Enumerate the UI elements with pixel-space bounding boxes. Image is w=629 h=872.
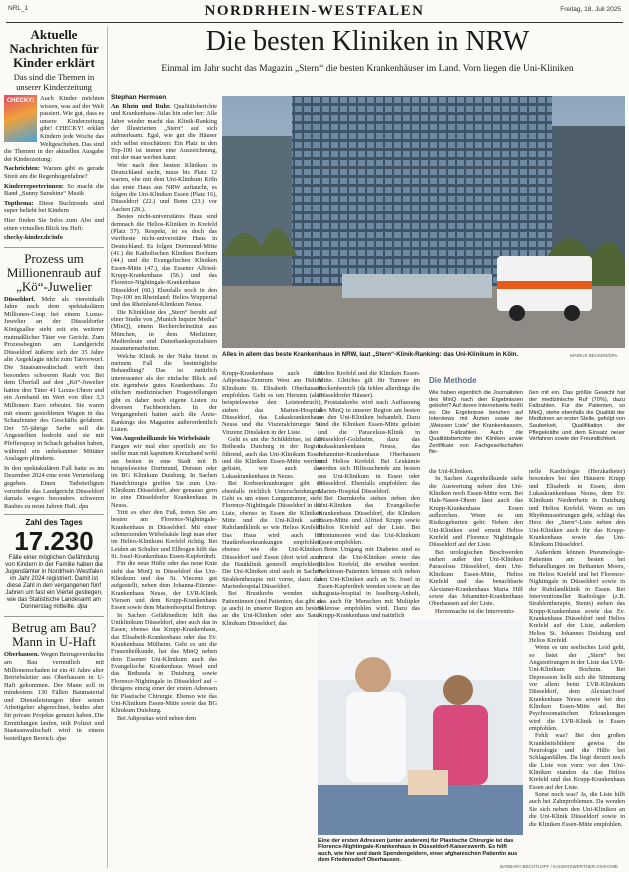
kids-news-headline: Aktuelle Nachrichten für Kinder erklärt <box>9 27 99 70</box>
method-box-text-b: ßen mit ein. Das größte Gewicht hat der medizinische Ruf (70%), dazu Fallzahlen. Für die Patienten, so MinQ, stehe ebenfalls die Qualität der Medizinen an erster Stelle, gefolgt von Sauberkeit, Qualifikation der Pflegekräfte und dem Einsatz neuer Verfahren sowie der Freundlichkeit. <box>529 390 625 443</box>
article-column-2 <box>222 370 322 627</box>
number-of-day-value: 17.230 <box>14 526 94 557</box>
issue-date: Freitag, 18. Juli 2025 <box>560 6 621 13</box>
col1-para: In Sachen Gefäßmedizin hilft das Uniklinikum Düsseldorf, aber auch das in Essen, ebenso das Krupp-Krankenhaus, das Elisabeth-Krankenhaus oder das Ev. Krankenhaus Mülheim. Geht es um die Frauenheilkunde, hat das MinQ neben dem Essener Uni-Klinikum auch das Evangelische Krankenhaus Wesel und das Bethesda in Duisburg sowie Florence-Nightingale in Düsseldorf auf – übrigens einzig einer der ersten Adressen für Plastische Chirurgie. Ebenso wie das Uni-Klinikum Essen-Mitte sowie das BG Klinikum Duisburg. <box>111 611 217 715</box>
col3-para: Bei Darmkrebs stehen neben den Uni-Kliniken das Evangelische Krankenhaus Düsseldorf, die Kliniken Essen-Mitte und Alfried Krupp sowie Helios Krefeld auf der Liste. Bei Hirntumoren wird das Uni-Klinikum Essen empfohlen. <box>318 494 420 546</box>
col5-para: Außerdem können Pneumologie-Patienten am besten bei Behandlungen im Bethanien Moers, im Helios Krefeld und bei Florence-Nightingale in Düsseldorf sowie in der Ruhrlandklinik in Essen. Bei Interventioneller Radiologie (z.B. Strahlentherapie, Stents) stehen das Krupp-Krankenhaus sowie das Ev. Krankenhaus Düsseldorf und Helios Krefeld auf der Liste, außerdem Helios St. Johannes Duisburg und Helios Krefeld. <box>529 548 625 644</box>
col1-para: Bei Adipositas wird neben dem <box>117 714 197 722</box>
kids-intro: Auch Kinder möchten wissen, was auf der Welt passiert. Wie gut, dass es unsere Kinderzeitung gibt! CHECKY! erklärt Kindern jede Woche das Weltgeschehen. Das sind die Themen in der aktuellen Ausgabe der Kinderzeitung: <box>4 95 104 163</box>
page-code: NRL_1 <box>8 5 29 12</box>
robbery-headline: Prozess um Millionenraub auf „Kö“-Juwelier <box>4 247 104 294</box>
clinic-illustration <box>318 620 523 835</box>
page-header <box>0 0 629 22</box>
col4-para: Bei urologischen Beschwerden stehen außer den Uni-Kliniken Paracelsus Düsseldorf, dem Uni-Klinikum Essen-Mitte, Helios Krefeld und das benachbarte Alexianer-Krankenhaus Maria Hilf sowie das Johanniter-Krankenhaus Oberhausen auf der Liste. <box>429 548 523 608</box>
article-column-4 <box>429 468 523 615</box>
fraud-headline: Betrug am Bau? Mann in U-Haft <box>4 616 104 649</box>
number-of-day-text: Fälle einer möglichen Gefährdung von Kindern in der Familie haben die Jugendämter in Nordrhein-Westfalen im Jahr 2024 registriert. Damit ist diese Zahl in den vergangenen fünf Jahren um fast ein Viertel gestiegen, wie das Statistische Landesamt am Donnerstag mitteilte. dpa <box>5 555 103 611</box>
article-column-3 <box>318 370 420 620</box>
kids-item-1: Nachrichten: Warum gibt es gerade Streit um die Regenbogenfahne? <box>4 165 104 180</box>
col1-para: Die Klinikliste des „Stern“ beruht auf einer Studie von „Munich Inquire Media“ (MinQ), einem Rechercheinstitut aus München, in dem Mediziner, Medienleute und Datenbankspezialisten zusammenarbeiten. <box>111 308 217 353</box>
section-title: NORDRHEIN-WESTFALEN <box>204 3 425 19</box>
hospital-photo <box>222 96 625 348</box>
method-box-text-a: Wie haben eigentlich die Journalisten des MinQ nach den Ergebnissen gebohrt? Auf deren Internetseite heißt es: Die Ergebnisse beruhen auf Interviews mit Ärzten sowie der „Weissen Liste“ der Krankenkassen, den Fallzahlen. Auch die Qualitätsberichte der Kliniken sowie Zertifikate von Fachgesellschaften flie- <box>429 390 523 456</box>
col5-para: Fehlt was? Bei den großen Krankheitsbildern gewiss die Neurologie und die Hilfe bei Schlaganfällen. Da liegt derzeit noch die Liste von vorn: vor den Uni-Kliniken standen da das Helios Krefeld und das Krupp-Krankenhaus Essen auf der Liste. <box>529 732 625 791</box>
kids-news-subhead: Das sind die Themen in unserer Kinderzeitung <box>13 72 95 92</box>
photo2-caption: Eine der ersten Adressen (unter anderem) für Plastische Chirurgie ist das Florence-Nightingale-Krankenhaus in Düsseldorf-Kaiserswerth. Es hilft auch, wie hier und dank Spendengeldern, einer afghanischen Patientin aus dem Friedensdorf Oberhausen. <box>318 838 518 864</box>
col2-para: Bei Krebserkrankungen gibt es ebenfalls reichlich Unterscheidungen. Geht es um einen Lungentumor, steht Florence-Nightingale Düsseldorf in der Liste, ebenso in Essen die Kliniken Mitte und die Uni-Klinik samt Ruhrlandklinik so wie Helios Krefeld. Das Haus wird auch für Hautkrebserkrankungen empfohlen, ebenso wie die Uni-Kliniken Düsseldorf und Essen (dort wird auch die Hautklinik generell empfohlen). Die Uni-Kliniken sind auch in Sachen Strahlentherapie mit vorne, dazu das Marienhospital Düsseldorf. <box>222 480 322 590</box>
col4-para: die Uni-Kliniken. <box>429 468 474 475</box>
kids-item-2: Kinderreporterinnen: So macht die Band „Sunny Sunshine“ Musik <box>4 182 104 198</box>
article-headline: Die besten Kliniken in NRW <box>205 26 530 57</box>
robbery-text-2: In den spektakulären Fall hatte es im Dezember 2024 eine erste Verurteilung gegeben. Einen Tatbeteiligten verurteilte das Landgericht Düsseldorf damals wegen besonders schweren Raubes zu neun Jahren Haft. dpa <box>4 464 104 510</box>
col4-para: In Sachen Augenheilkunde sieht die Auswertung neben den Uni-Kliniken noch Essen-Mitte vorn. Bei Hals-Nasen-Ohren lässt auch das Krupp-Krankenhaus Essen aufhorchen. Wenn es um Risikogeburten geht: Neben den Uni-Kliniken sind erneut Helios Krefeld und Florence Nightingale Düsseldorf auf der Liste. <box>429 475 523 549</box>
photo2-credit: BARBARA BECHTLOFF / KAISERSWERTHER DIAKONIE <box>500 864 618 869</box>
hospital-illustration <box>222 96 625 348</box>
kids-abo-text: Hier finden Sie Infos zum Abo und einen virtuellen Blick ins Heft: <box>4 216 104 232</box>
col1-para: An Rhein und Ruhr. Qualitätsberichte und Krankenhaus-Atlas hin oder her: Alle Jahre wieder macht das Klinik-Ranking der Illustrierten „Stern“ auf sich aufmerksam. Egal, wie gut die Häuser sich selbst einschätzen: Ein Platz in den Top-100 ist immer eine Auszeichnung, mit der man werben kann. <box>111 103 217 162</box>
number-of-day-label: Zahl des Tages <box>4 514 104 527</box>
col5-para: Wenn es um seelisches Leid geht, so listet der „Stern“ bei Angststörungen in der Liste das LVR-Uni-Klinikum Bochum. Bei Depression hellt sich die Stimmung vor allem beim LVR-Klinikum Düsseldorf, dem Alexian/Josef Krankenhaus Neuss sowie bei den Kliniken Essen-Mitte auf. Bei Psychosomatischen Erkrankungen wird die LVR-Klinik in Essen empfohlen. <box>529 644 625 733</box>
article-subhead: Einmal im Jahr sucht das Magazin „Stern“ die besten Krankenhäuser im Land. Vorn liegen die Uni-Kliniken <box>161 64 574 74</box>
col3-para: Prostatakrebs wird nach Auffassung des MinQ in unserer Region am besten an den Uni-Kliniken behandelt. Dazu sind die Kliniken Essen-Mitte gelistet und die Paracelsus-Klinik in Düsseldorf-Golzheim, dazu das Lukaskrankenhaus Neuss, das Johanniter-Krankenhaus Oberhausen und Helios Krefeld. Bei Leukämie werden sich Hilfesuchende am besten ans Uni-Klinikum in Essen oder Düsseldorf. Ebenfalls empfohlen: das Marien-Hospital Düsseldorf. <box>318 399 420 495</box>
kids-item-3: Topthema: Diese Buchtrends sind super beliebt bei Kindern <box>4 199 104 215</box>
col2-para: Krupp-Krankenhaus auch das Adipositas-Zentrum West am Helios Klinikum St. Elisabeth Oberhausen empfohlen. Geht es um Hernien (also beispielsweise den Leistenbruch), stehen das Marien-Hospital Düsseldorf, das Lukaskrankenhaus Neuss und die Viszeralchirurgie St. Vinzenz Dinslaken in der Liste. <box>222 370 322 436</box>
col3-para: Helios Krefeld und die Kliniken Essen-Mitte. Gleiches gilt für Tumore im Beckenbereich (da fehlen allerdings die Düsseldorfer Häuser). <box>318 370 420 400</box>
fraud-text: Oberhausen. Wegen Betrugsverdachts am Bau vermutlich mit Millionenschaden ist ein 41 Jahre alter Betriebsleiter aus Oberhausen in U-Haft gekommen. Der Mann soll in mindestens 130 Fällen Baumaterial und Dienstleistungen über seinen Arbeitgeber abgerechnet, beides aber für private Projekte genutzt haben. Die Ermittlungen laufen, teilt Polizei und Staatsanwaltschaft wird in einem besteiligen Bereich. dpa <box>4 651 105 742</box>
article-column-5 <box>529 468 625 828</box>
col5-para: nelle Kardiologie (Herzkatheter) besonders bei den Häusern Krupp und Elisabeth in Essen, dem Lukaskrankenhaus Neuss, dem Ev. Klinikum Niederrhein in Duisburg und Helios Krefeld. Wenn es um Rhythmusstörungen geht, schlägt das Herz der „Stern“-Liste neben den Uni-Kliniken auch für das Krupp-Krankenhaus sowie das Uni-Klinikum Düsseldorf. <box>529 468 625 549</box>
article-author: Stephan Hermsen <box>111 94 167 101</box>
col1-para: Für die neue Hüfte oder das neue Knie sieht das MinQ in Düsseldorf das Uni-Klinikum und das St. Vincenz gut aufgestellt, neben dem Johanna-Etienne-Krankenhaus Neuss, der LVR-Klinik Viersen und dem Krupp-Krankenhaus Essen sowie dem Marienhospital Bottrop. <box>111 560 217 612</box>
col3-para: Beim Umgang mit Diabetes sind es erneut die Uni-Kliniken sowie das Helios Krefeld, die erwähnt werden. Parkinson-Patienten können sich neben den Uni-Kliniken auch an St. Josef in Essen-Kupferdreh wenden sowie an das Augusta-hospital in Isselburg-Anholt, das auch für Menschen mit Multipler Sklerose empfohlen wird. Dazu das Krupp-Krankenhaus und natürlich <box>318 546 420 620</box>
checky-logo-label: CHECKY! <box>6 98 35 104</box>
col1-para: Tritt es eher den Fuß, treten Sie am besten am Florence-Nightingale-Krankenhaus in Düsseldorf. Mit einer schmerzenden Wirbelsäule liegt man eher im Helios-Klinikum Krefeld richtig. Bei Leiden an Schulter und Ellbogen hilft das St. Josef-Krankenhaus Essen-Kupferdreh. <box>111 508 217 560</box>
column-divider <box>107 26 108 868</box>
robbery-text-1: Düsseldorf. Mehr als viereinhalb Jahre nach dem spektakulären Millionen-Coup bei einem Luxus-Juwelier an der Düsseldorfer Königsallee steht zeit ein weiterer mutmaßlicher Täter vor Gericht. Zum Prozessbeginn am Landgericht Düsseldorf äußerte sich der 35 Jahre alte Angeklagte nicht zum Tatvorwurf. Die Staatsanwaltschaft wirft ihm besonders schweren Raub vor. Bei dem Überfall auf den „Kö“-Juwelier hatten drei Täter 41 Luxus-Uhren und ein Armband im Wert von über 3,3 Millionen Euro erbeutet. Sie waren mit einem gestohlenen Wagen in das Schaufenster des Geschäfts gefahren. Der 55-jährige Serbe soll die Angestellten bedroht und sie mit Pfefferspray in Schach gehalten haben, während ein unbekannter Mittäter Auslagen plünderte. <box>4 295 104 463</box>
left-column <box>4 28 104 744</box>
col4-para: Herzensache ist die Interventio- <box>435 607 516 615</box>
photo1-credit: MARIUS BECKER/DPA <box>570 353 618 358</box>
method-box-title: Die Methode <box>429 376 477 385</box>
col1-subheading: Von Augenheilkunde bis Wirbelsäule <box>111 435 211 443</box>
clinic-photo <box>318 620 523 835</box>
col1-para: Wer nach den besten Kliniken in Deutschland sucht, muss bis Platz 12 warten, ehe mit dem Uni-Klinikum Köln das erste Haus aus NRW auftaucht, es folgen die Uni-Kliniken Essen (Platz 16), Düsseldorf (22.) und Bonn (23.) vor Aachen (28.). <box>111 161 217 213</box>
col2-para: Bei Brustkrebs wenden sich Patientinnen (und Patienten, das gibt es ja auch) in unserer Region am besten an die Uni-Kliniken oder ans Sana-Klinikum Düsseldorf, das <box>222 590 322 627</box>
col1-para: Welche Klinik in der Nähe bietet in meinem Fall die bestmögliche Behandlung? Das ist natürlich interessanter als der einfache Blick auf ein irgendwie gutes Krankenhaus. Zu etlichen medizinischen Fragestellungen gibt es daher noch eigene Listen zu diversen Fachbereichen. In der Vergangenheit hatten auch die Ärzte-Rankings des Magazins außerordentlich Listen. <box>111 352 217 434</box>
checky-link[interactable]: checky-kinder.de/info <box>4 234 63 242</box>
col2-para: Geht es um die Schilddrüse, ist das Bethesda Duisburg in der Region führend, auch das Uni-Klinikum Essen und die Kliniken Essen-Mitte werden gelistet, wie auch das Lukaskrankenhaus in Neuss. <box>222 436 322 480</box>
col5-para: Sonst noch was? Ja, die Liste hilft auch bei Zahnproblemen. Da wenden Sie sich neben den Uni-Kliniken an die Uni-Klinik Düsseldorf sowie in die Kliniken Essen-Mitte empfohlen. <box>529 791 625 828</box>
photo1-caption: Alles in allem das beste Krankenhaus in NRW, laut „Stern“-Klinik-Ranking: das Uni-Klinikum in Köln. <box>222 351 519 358</box>
checky-cover-image <box>4 95 37 142</box>
header-rule <box>6 22 623 23</box>
col1-para: Bestes nicht-universitäres Haus sind demnach die Helios-Kliniken in Krefeld (Platz 57). Respekt, ist es doch das viertbeste nicht-universitäre Haus in Deutschland. Es folgen Dortmund-Mitte (41.) die Katholischen Kliniken Bochum (44.) und die Evangelischen Kliniken Essen-Mitte (47.), das Essener Alfried-Krupp-Krankenhaus (56.) und das Florence-Nightingale-Krankenhaus Düsseldorf (60.) Ebenfalls noch in den Top-100 im Rheinland: Helios Wuppertal und das Rheinland-Klinikum Neuss. <box>111 213 217 309</box>
col1-para: Fangen wir mal eher sportlich an: So stellte man mit kaputtem Kreuzband wohl am besten in eine Stadt mit B beispielsweise Dortmund, Dorsten oder im BG Klinikum Duisburg. In Sachen Handchirurgie greifen Sie zum Uni-Klinikum Düsseldorf, aber genauso gern in eine Düsseldorfer Krankenhaus in Neuss. <box>111 442 217 509</box>
article-column-1 <box>111 103 217 722</box>
